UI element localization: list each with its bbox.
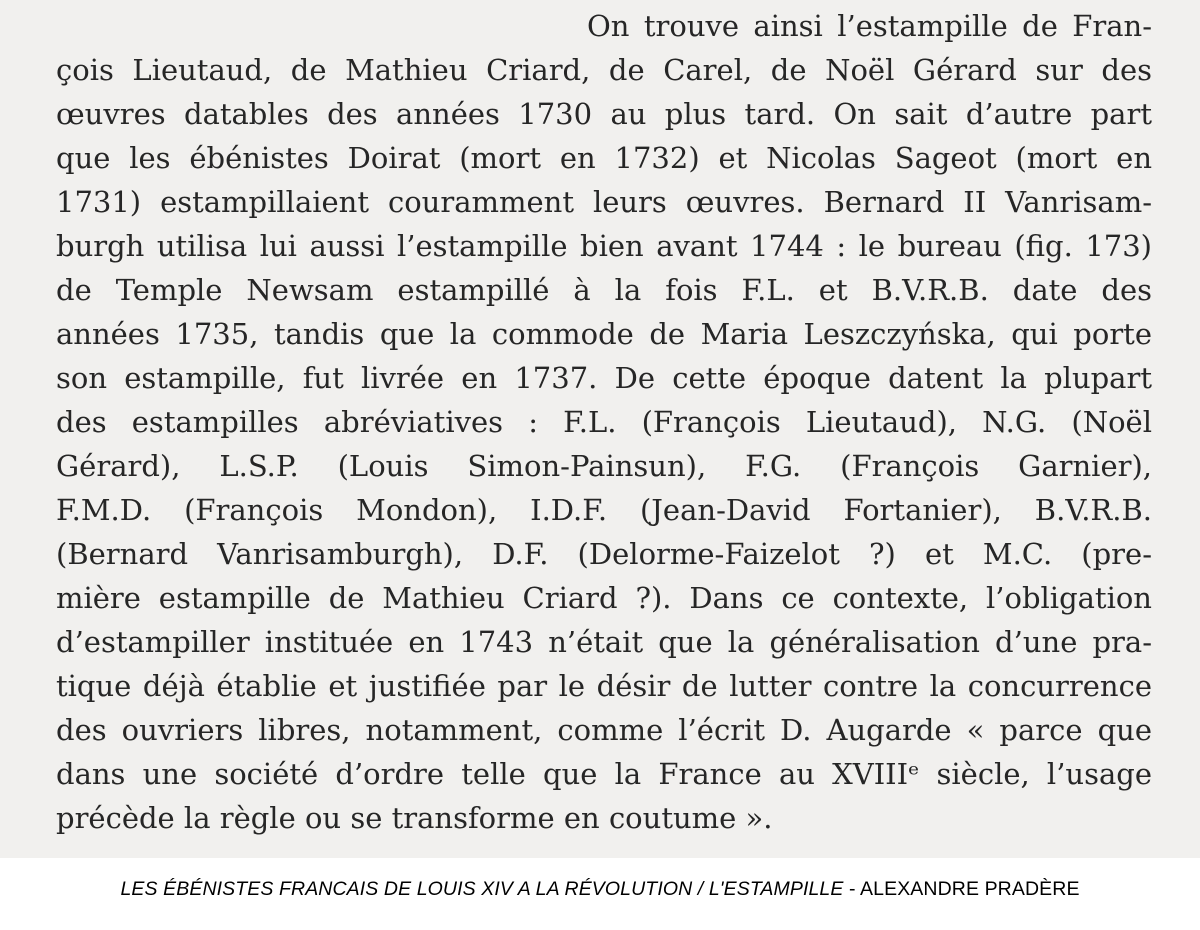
text-line-13: (Bernard Vanrisamburgh), D.F. (Delorme-Faizelot ?) et M.C. (pre- (56, 537, 1152, 571)
caption-author: ALEXANDRE PRADÈRE (860, 878, 1080, 900)
text-line-9: son estampille, fut livrée en 1737. De cette époque datent la plupart (56, 361, 1152, 395)
text-line-10: des estampilles abréviatives : F.L. (François Lieutaud), N.G. (Noël (56, 405, 1152, 439)
text-line-11: Gérard), L.S.P. (Louis Simon-Painsun), F.G. (François Garnier), (56, 449, 1152, 483)
text-line-1: On trouve ainsi l’estampille de Fran- (587, 9, 1152, 43)
text-line-4: que les ébénistes Doirat (mort en 1732) et Nicolas Sageot (mort en (56, 141, 1152, 175)
text-line-17: des ouvriers libres, notamment, comme l’écrit D. Augarde « parce que (56, 713, 1152, 747)
text-line-5: 1731) estampillaient couramment leurs œuvres. Bernard II Vanrisam- (56, 185, 1152, 219)
text-line-16: tique déjà établie et justifiée par le désir de lutter contre la concurrence (56, 669, 1152, 703)
text-line-7: de Temple Newsam estampillé à la fois F.L. et B.V.R.B. date des (56, 273, 1152, 307)
caption-separator: - (843, 878, 861, 900)
text-line-12: F.M.D. (François Mondon), I.D.F. (Jean-David Fortanier), B.V.R.B. (56, 493, 1152, 527)
source-caption (0, 878, 1200, 901)
text-line-14: mière estampille de Mathieu Criard ?). Dans ce contexte, l’obligation (56, 581, 1152, 615)
text-line-19: précède la règle ou se transforme en coutume ». (56, 801, 773, 835)
text-line-3: œuvres datables des années 1730 au plus tard. On sait d’autre part (56, 97, 1152, 131)
text-line-2: çois Lieutaud, de Mathieu Criard, de Carel, de Noël Gérard sur des (56, 53, 1152, 87)
caption-book-title: LES ÉBÉNISTES FRANCAIS DE LOUIS XIV A LA RÉVOLUTION / L'ESTAMPILLE (120, 878, 844, 900)
text-line-6: burgh utilisa lui aussi l’estampille bien avant 1744 : le bureau (fig. 173) (56, 229, 1152, 263)
text-line-15: d’estampiller instituée en 1743 n’était que la généralisation d’une pra- (56, 625, 1152, 659)
body-paragraph (56, 4, 1152, 840)
text-line-18: dans une société d’ordre telle que la France au XVIIIᵉ siècle, l’usage (56, 757, 1152, 791)
text-line-8: années 1735, tandis que la commode de Maria Leszczyńska, qui porte (56, 317, 1152, 351)
